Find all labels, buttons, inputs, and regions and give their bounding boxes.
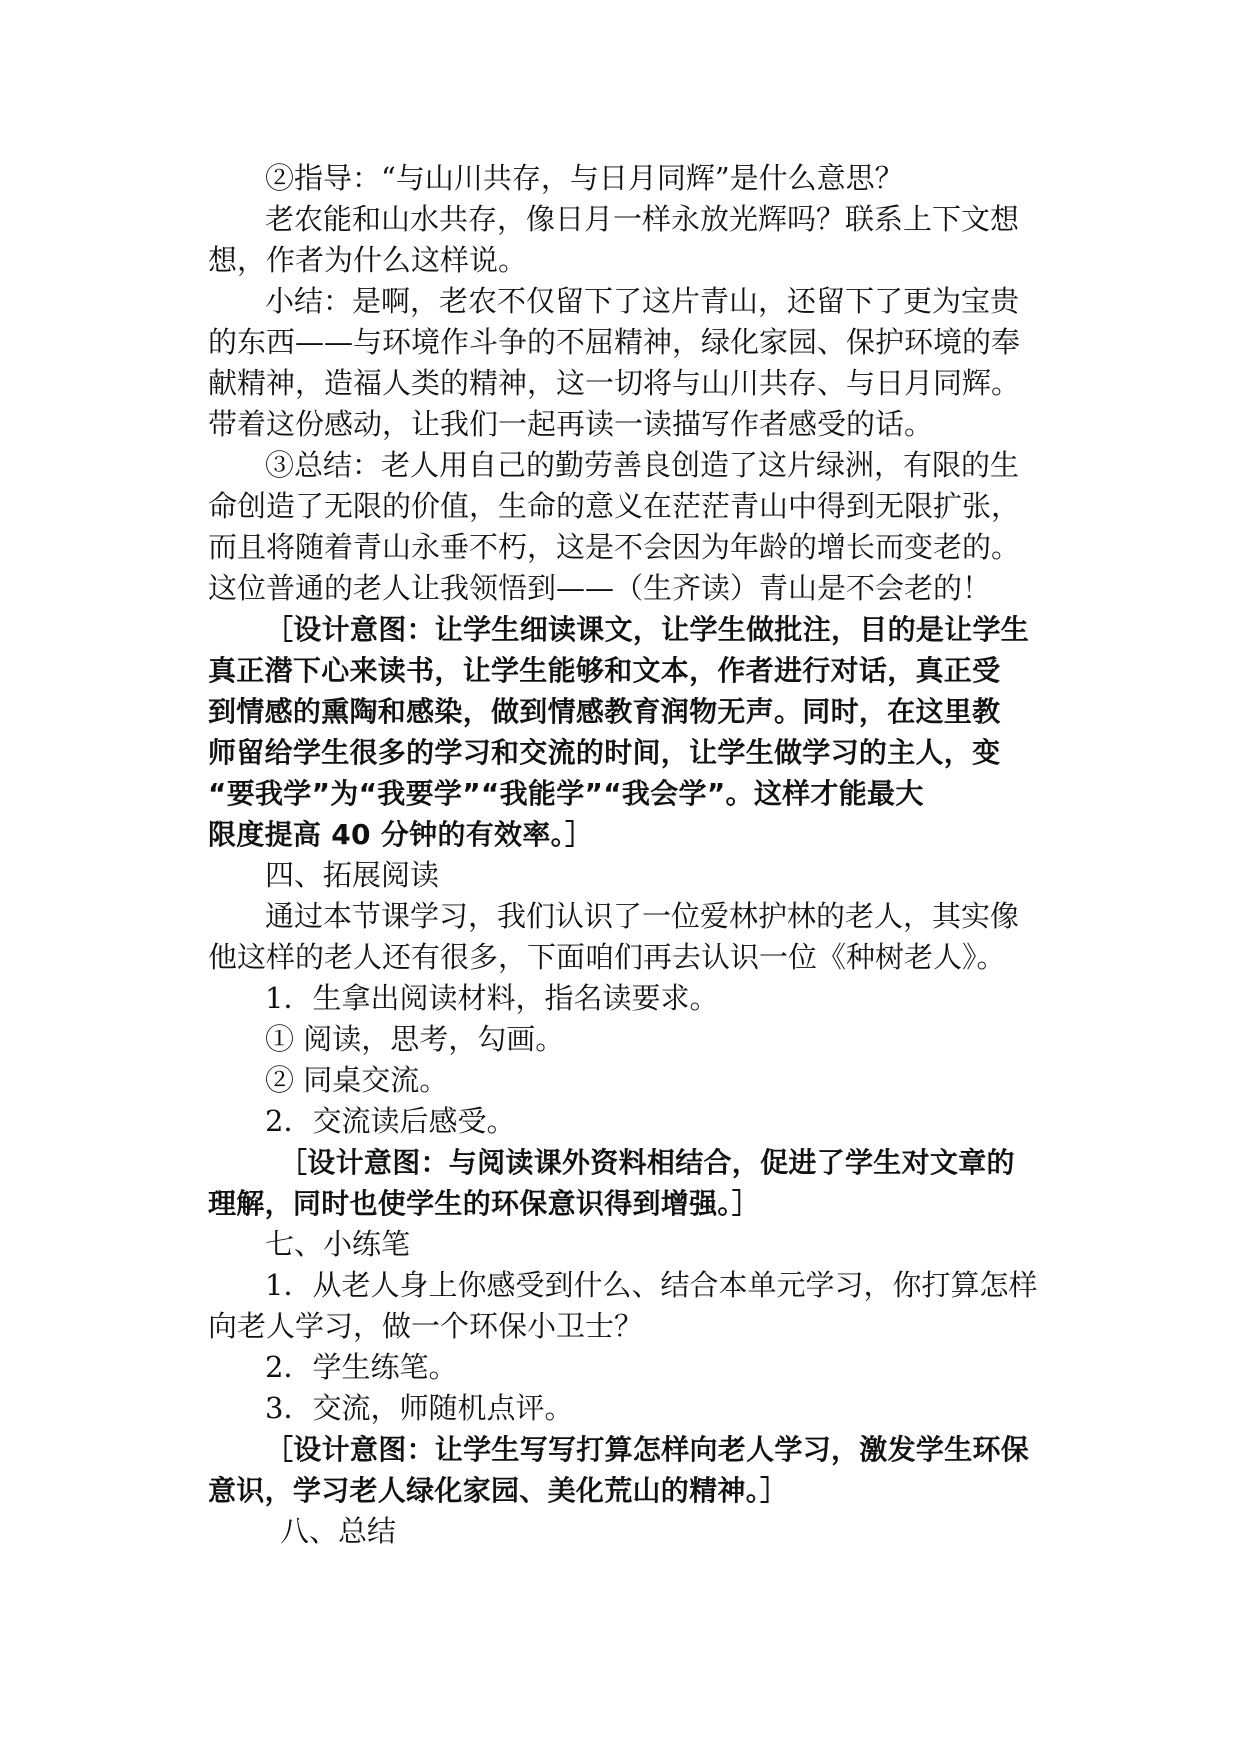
paragraph-line: 小结：是啊，老农不仅留下了这片青山，还留下了更为宝贵	[265, 284, 1020, 318]
list-item: 2．学生练笔。	[265, 1350, 458, 1384]
paragraph-line: 的东西——与环境作斗争的不屈精神，绿化家园、保护环境的奉	[208, 325, 1021, 359]
section-heading: 七、小练笔	[265, 1227, 411, 1261]
design-intent-line: 意识，学习老人绿化家园、美化荒山的精神。］	[208, 1474, 789, 1507]
section-heading: 四、拓展阅读	[265, 858, 440, 892]
paragraph-line: 这位普通的老人让我领悟到——（生齐读）青山是不会老的！	[208, 571, 992, 605]
design-intent-line: 到情感的熏陶和感染，做到情感教育润物无声。同时，在这里教	[208, 695, 1001, 728]
document-body	[208, 158, 1038, 1552]
paragraph-line: ②指导：“与山川共存，与日月同辉”是什么意思？	[265, 161, 904, 195]
paragraph-line: 命创造了无限的价值，生命的意义在茫茫青山中得到无限扩张，	[208, 489, 1021, 523]
design-intent-line: “要我学”为“我要学”“我能学”“我会学”。这样才能最大	[208, 777, 924, 810]
paragraph-line: 献精神，造福人类的精神，这一切将与山川共存、与日月同辉。	[208, 366, 1021, 400]
design-intent-line: 真正潜下心来读书，让学生能够和文本，作者进行对话，真正受	[208, 654, 1001, 687]
section-heading: 八、总结	[280, 1514, 397, 1548]
paragraph-line: 通过本节课学习，我们认识了一位爱林护林的老人，其实像	[265, 899, 1020, 933]
list-item: ① 阅读，思考，勾画。	[265, 1022, 565, 1056]
design-intent-line: 限度提高 40 分钟的有效率。］	[208, 818, 594, 851]
paragraph-line: 他这样的老人还有很多，下面咱们再去认识一位《种树老人》。	[208, 940, 1006, 974]
design-intent-line: ［设计意图：与阅读课外资料相结合，促进了学生对文章的	[279, 1146, 1015, 1179]
paragraph-line: 想，作者为什么这样说。	[208, 243, 528, 277]
design-intent-line: ［设计意图：让学生细读课文，让学生做批注，目的是让学生	[265, 613, 1030, 646]
list-item: 2．交流读后感受。	[265, 1104, 516, 1138]
list-item: 3．交流，师随机点评。	[265, 1391, 574, 1425]
list-item: 1．从老人身上你感受到什么、结合本单元学习，你打算怎样	[265, 1268, 1038, 1302]
paragraph-line: 老农能和山水共存，像日月一样永放光辉吗？联系上下文想	[265, 202, 1020, 236]
paragraph-line: 而且将随着青山永垂不朽，这是不会因为年龄的增长而变老的。	[208, 530, 1021, 564]
list-item: 向老人学习，做一个环保小卫士？	[208, 1309, 644, 1343]
design-intent-line: 理解，同时也使学生的环保意识得到增强。］	[208, 1187, 761, 1220]
paragraph-line: 带着这份感动，让我们一起再读一读描写作者感受的话。	[208, 407, 934, 441]
paragraph-line: ③总结：老人用自己的勤劳善良创造了这片绿洲，有限的生	[265, 448, 1020, 482]
design-intent-line: 师留给学生很多的学习和交流的时间，让学生做学习的主人，变	[208, 736, 1001, 769]
list-item: ② 同桌交流。	[265, 1063, 449, 1097]
list-item: 1．生拿出阅读材料，指名读要求。	[265, 981, 719, 1015]
design-intent-line: ［设计意图：让学生写写打算怎样向老人学习，激发学生环保	[265, 1433, 1030, 1466]
